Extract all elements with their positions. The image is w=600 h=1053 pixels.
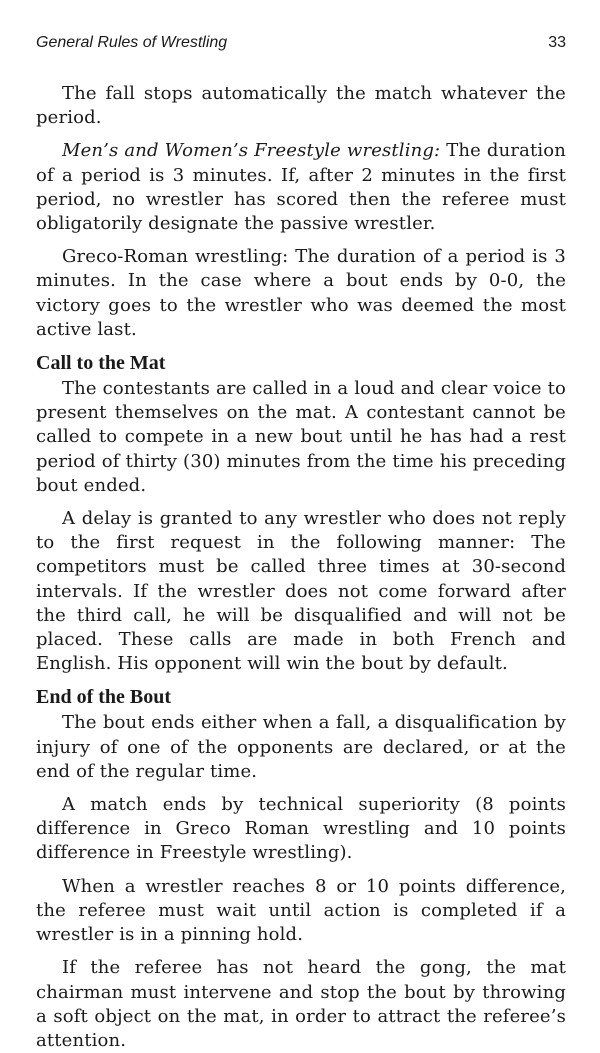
page-number: 33 bbox=[548, 34, 566, 51]
paragraph-call-contestants: The contestants are called in a loud and clear voice to present themselves on the mat. A contestant cannot be called to compete in a new bout until he has had a rest period of thirty (30) minutes from the time his preceding bout ended. bbox=[36, 378, 566, 496]
running-header bbox=[36, 34, 566, 62]
paragraph-fall: The fall stops automatically the match whatever the period. bbox=[36, 83, 566, 129]
paragraph-gong: If the referee has not heard the gong, the mat chairman must intervene and stop the bout by throwing a soft object on the mat, in order to attract the referee’s attention. bbox=[36, 957, 566, 1051]
running-title: General Rules of Wrestling bbox=[36, 34, 228, 51]
paragraph-freestyle-period bbox=[36, 139, 566, 236]
paragraph-delay: A delay is granted to any wrestler who does not reply to the first request in the following manner: The competitors must be called three times at 30-second intervals. If the wrestler does not come forward after the third call, he will be disqualified and will not be placed. These calls are made in both French and English. His opponent will win the bout by default. bbox=[36, 508, 566, 675]
page-body bbox=[36, 82, 566, 1053]
paragraph-bout-ends: The bout ends either when a fall, a disqualification by injury of one of the opponents are declared, or at the end of the regular time. bbox=[36, 712, 566, 782]
paragraph-points-difference: When a wrestler reaches 8 or 10 points difference, the referee must wait until action is completed if a wrestler is in a pinning hold. bbox=[36, 875, 566, 946]
heading-end-of-bout: End of the Bout bbox=[36, 686, 172, 709]
freestyle-text: The duration of a period is 3 minutes. If, after 2 minutes in the first period, no wrestler has scored then the referee must obligatorily designate the passive wrestler. bbox=[36, 140, 566, 235]
paragraph-greco-roman-period: Greco-Roman wrestling: The duration of a period is 3 minutes. In the case where a bout ends by 0-0, the victory goes to the wrestler who was deemed the most active last. bbox=[36, 246, 566, 340]
freestyle-lead: Men’s and Women’s Freestyle wrestling: bbox=[62, 140, 441, 162]
paragraph-technical-superiority: A match ends by technical superiority (8 points difference in Greco Roman wrestling and 10 points difference in Freestyle wrestling). bbox=[36, 794, 566, 864]
heading-call-to-mat: Call to the Mat bbox=[36, 352, 166, 375]
